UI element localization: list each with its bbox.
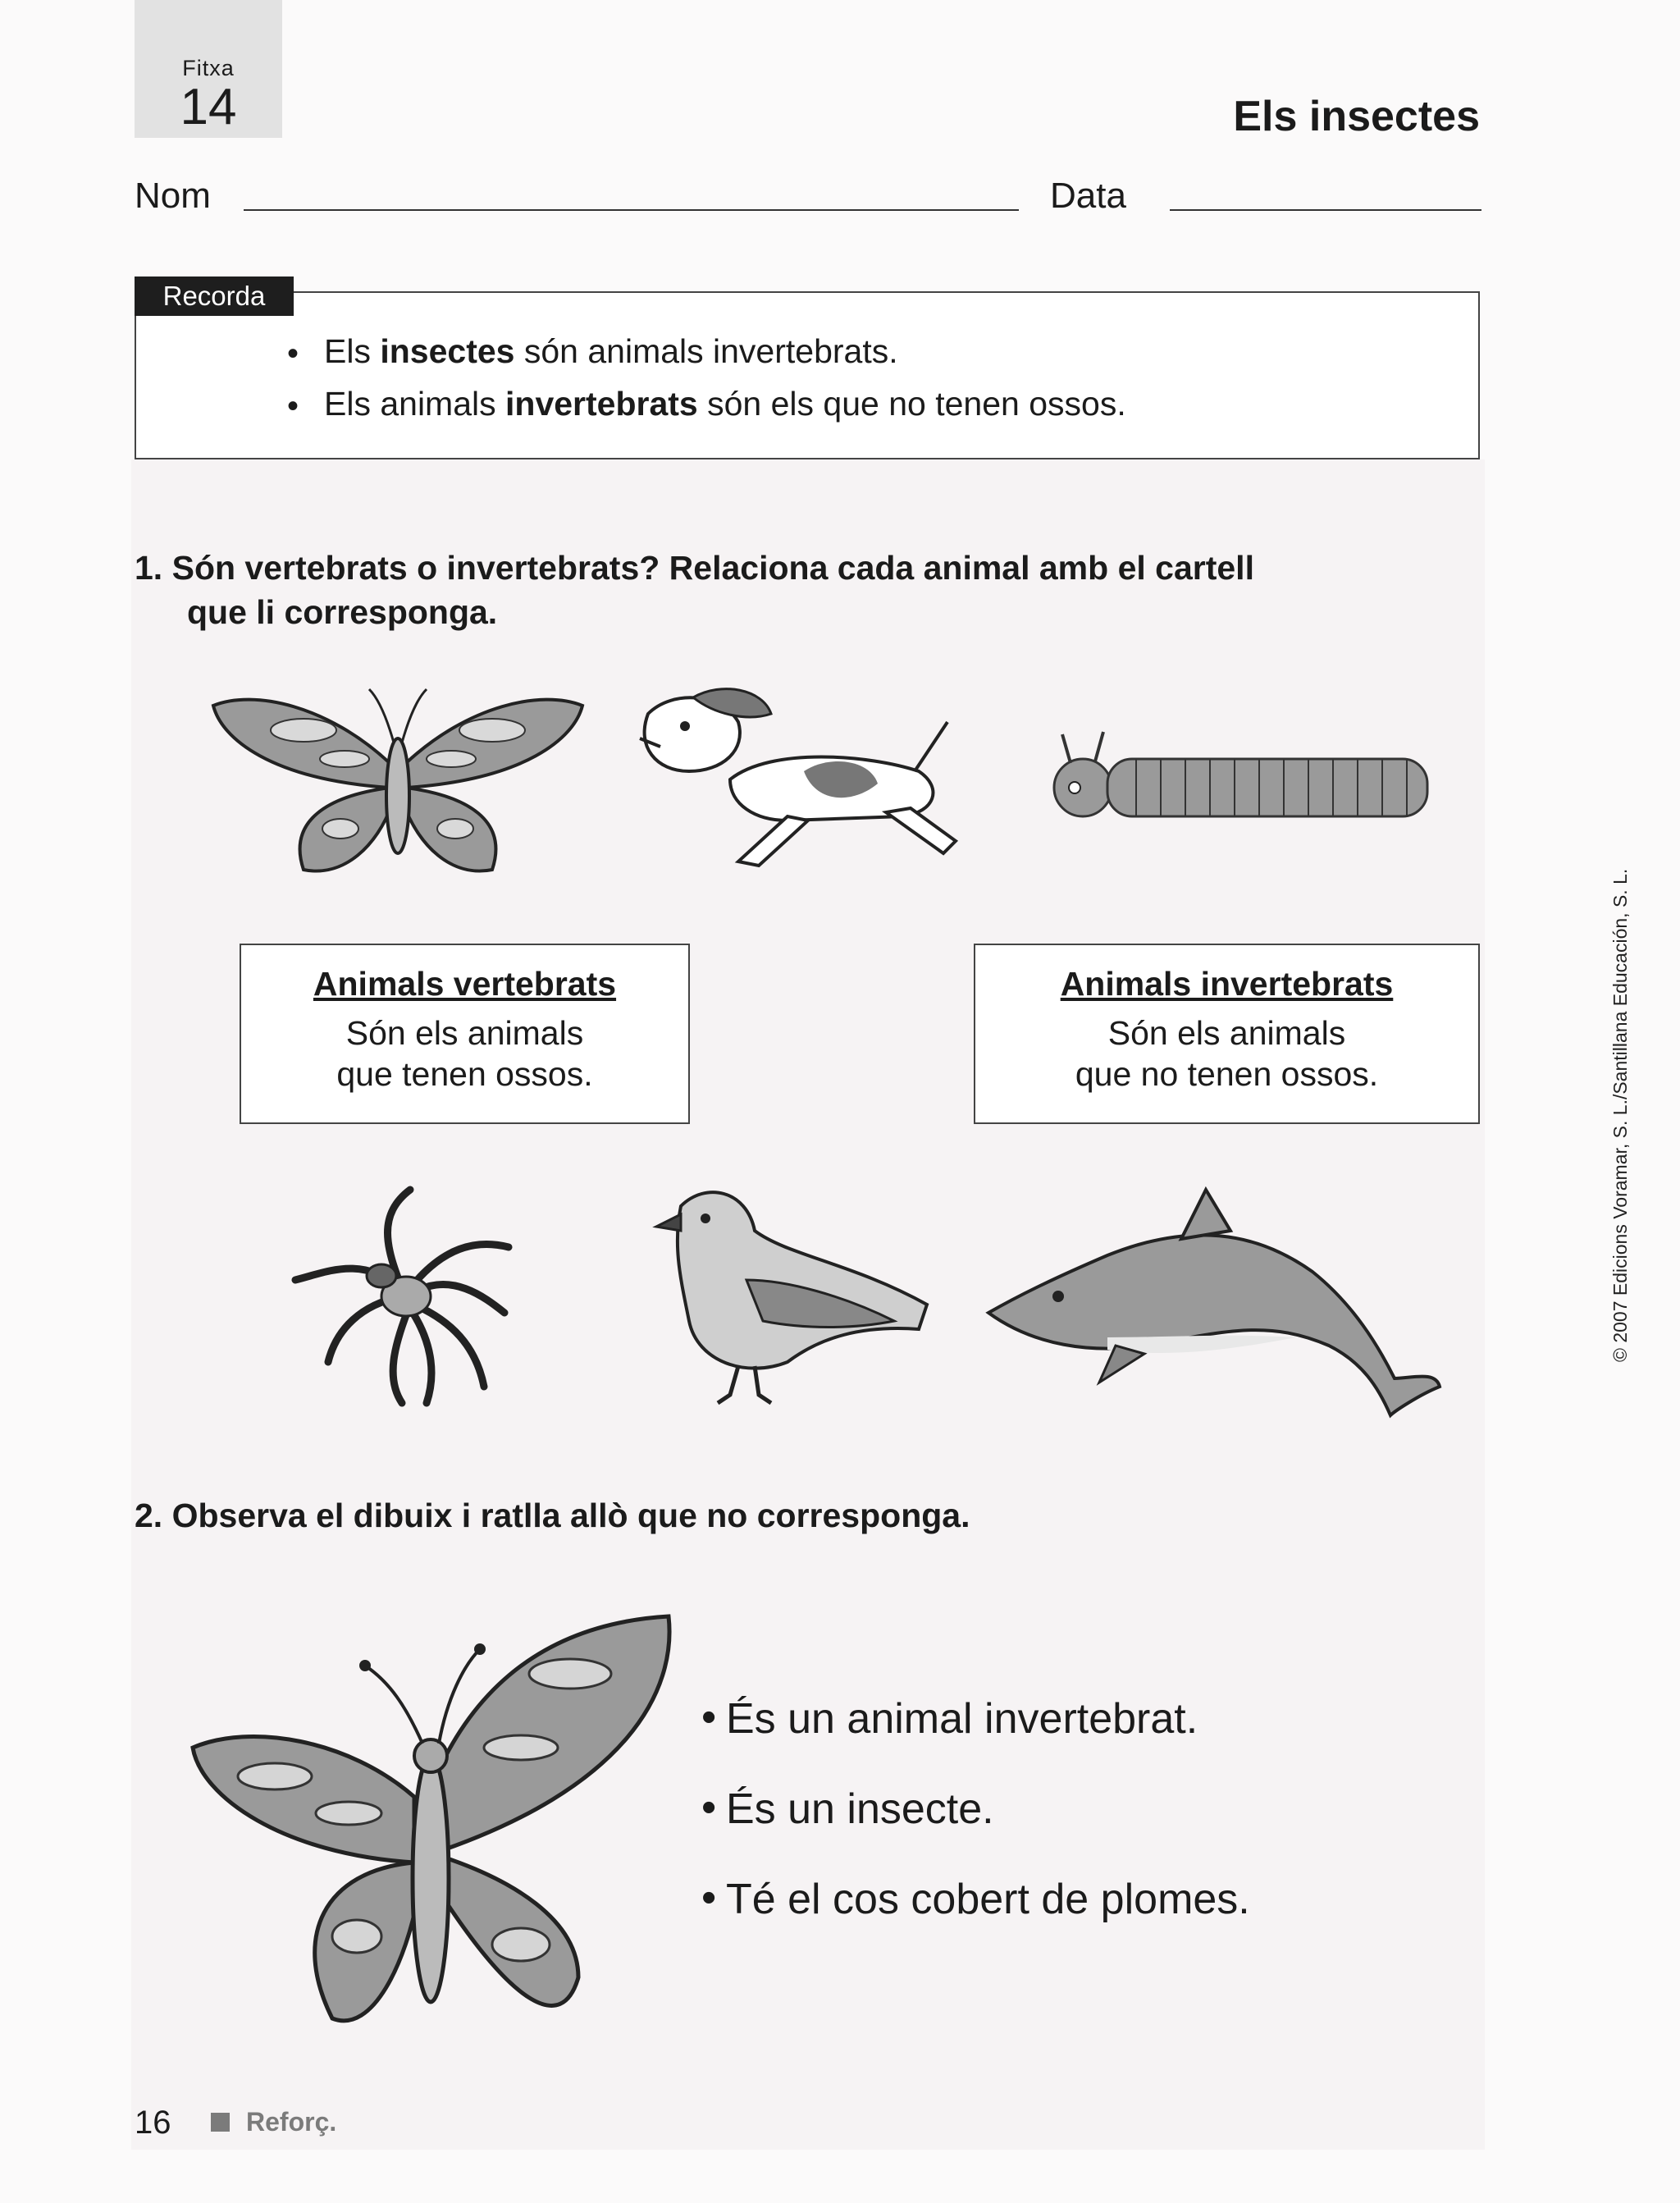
fitxa-label: Fitxa bbox=[182, 56, 235, 80]
card-invertebrats[interactable]: Animals invertebrats Són els animals que no tenen ossos. bbox=[974, 944, 1480, 1124]
dog-illustration[interactable] bbox=[623, 673, 968, 878]
fitxa-number: 14 bbox=[180, 79, 237, 135]
bird-illustration[interactable] bbox=[623, 1181, 935, 1411]
bullet-dot: • bbox=[287, 388, 299, 424]
card-vertebrats[interactable]: Animals vertebrats Són els animals que tenen ossos. bbox=[240, 944, 690, 1124]
nom-field[interactable] bbox=[244, 209, 1019, 211]
remember-item: • Els insectes són animals invertebrats. bbox=[287, 332, 898, 372]
spider-illustration[interactable] bbox=[287, 1181, 517, 1411]
statement-item[interactable]: • És un insecte. bbox=[701, 1784, 994, 1833]
footer-square-icon bbox=[211, 2113, 230, 2132]
bullet-dot: • bbox=[701, 1784, 717, 1831]
page-number: 16 bbox=[135, 2105, 171, 2141]
card-heading: Animals invertebrats bbox=[1060, 965, 1394, 1003]
dolphin-illustration[interactable] bbox=[984, 1181, 1444, 1419]
data-label: Data bbox=[1050, 176, 1126, 216]
bullet-dot: • bbox=[701, 1693, 717, 1741]
nom-label: Nom bbox=[135, 176, 211, 216]
remember-item: • Els animals invertebrats són els que no tenen ossos. bbox=[287, 385, 1126, 424]
footer-label: Reforç. bbox=[246, 2107, 337, 2137]
exercise-2-instruction: 2. Observa el dibuix i ratlla allò que no corresponga. bbox=[135, 1497, 970, 1534]
bullet-dot: • bbox=[287, 336, 299, 372]
card-heading: Animals vertebrats bbox=[313, 965, 617, 1003]
recorda-box bbox=[135, 291, 1480, 459]
exercise-1-instruction: 1. Són vertebrats o invertebrats? Relaciona cada animal amb el cartell que li corresponga. bbox=[135, 549, 1254, 631]
butterfly-large-illustration[interactable] bbox=[185, 1608, 677, 2068]
butterfly-illustration[interactable] bbox=[205, 673, 591, 878]
page-title: Els insectes bbox=[1233, 93, 1480, 140]
centipede-illustration[interactable] bbox=[1046, 722, 1456, 845]
bullet-dot: • bbox=[701, 1874, 717, 1922]
copyright-notice: © 2007 Edicions Voramar, S. L./Santillana Educación, S. L. bbox=[1609, 868, 1631, 1362]
recorda-tag: Recorda bbox=[135, 277, 294, 316]
data-field[interactable] bbox=[1170, 209, 1481, 211]
statement-item[interactable]: • Té el cos cobert de plomes. bbox=[701, 1874, 1250, 1923]
statement-item[interactable]: • És un animal invertebrat. bbox=[701, 1693, 1198, 1743]
